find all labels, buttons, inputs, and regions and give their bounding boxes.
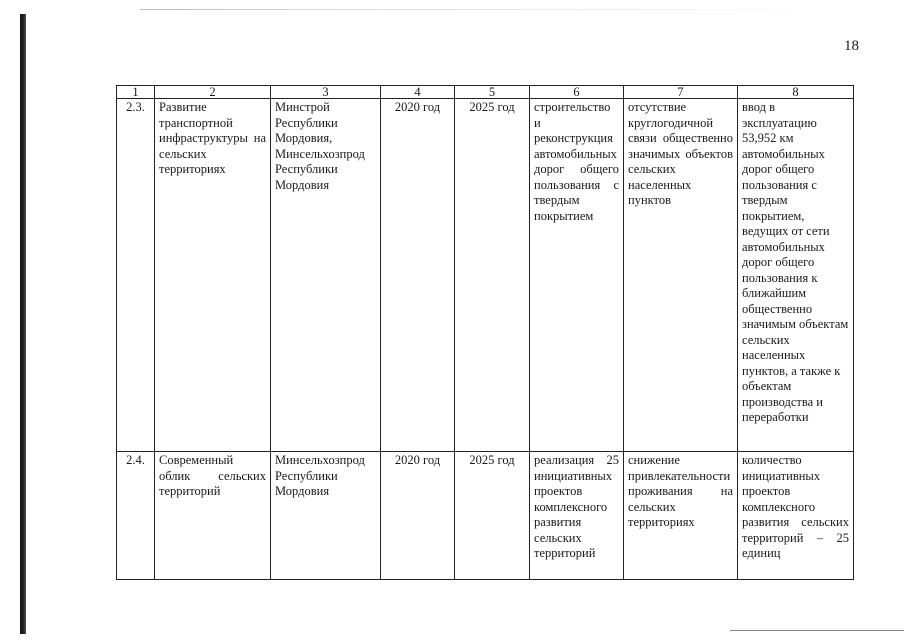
end-year: 2025 год [455,99,530,452]
row-number: 2.4. [117,452,155,580]
expected-result: ввод в эксплуатацию 53,952 км автомобильных дорог общего пользования с твердым покрытием, ведущих от сети автомобильных дорог общего пользования к ближайшим общественно значимым объектам сельских населенных пунктов, а также к объектам производства и переработки [738,99,854,452]
column-numbers-row [117,86,854,99]
column-number: 3 [271,86,381,99]
row-number: 2.3. [117,99,155,452]
measure-name: Современный облик сельских территорий [155,452,271,580]
scan-left-edge [20,14,26,634]
problem-description: снижение привлекательности проживания на сельских территориях [624,452,738,580]
column-number: 6 [530,86,624,99]
program-table [116,85,854,580]
column-number: 7 [624,86,738,99]
executor: Минстрой Республики Мордовия, Минсельхозпрод Республики Мордовия [271,99,381,452]
measure-content: реализация 25 инициативных проектов комплексного развития сельских территорий [530,452,624,580]
start-year: 2020 год [381,99,455,452]
problem-description: отсутствие круглогодичной связи общественно значимых объектов сельских населенных пунктов [624,99,738,452]
expected-result: количество инициативных проектов комплексного развития сельских территорий – 25 единиц [738,452,854,580]
column-number: 8 [738,86,854,99]
column-number: 4 [381,86,455,99]
column-number: 2 [155,86,271,99]
table-row [117,99,854,452]
column-number: 1 [117,86,155,99]
table-row [117,452,854,580]
executor: Минсельхозпрод Республики Мордовия [271,452,381,580]
measure-name: Развитие транспортной инфраструктуры на сельских территориях [155,99,271,452]
start-year: 2020 год [381,452,455,580]
column-number: 5 [455,86,530,99]
scan-bottom-edge [730,630,904,631]
measure-content: строительство и реконструкция автомобильных дорог общего пользования с твердым покрытием [530,99,624,452]
scan-top-edge [140,9,840,10]
end-year: 2025 год [455,452,530,580]
page-number: 18 [844,38,859,54]
